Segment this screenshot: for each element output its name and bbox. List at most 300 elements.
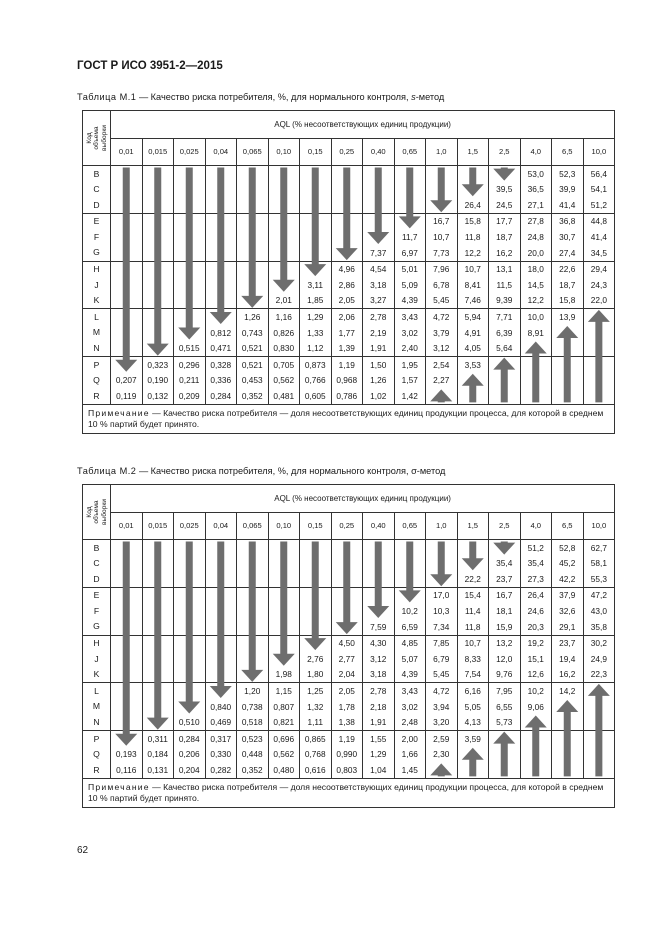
table-cell: 0,696 bbox=[268, 731, 300, 747]
sample-size-code: R bbox=[83, 762, 111, 778]
table-cell: 24,5 bbox=[489, 197, 521, 213]
table-cell bbox=[237, 667, 269, 683]
table-cell bbox=[111, 699, 143, 715]
table-cell bbox=[363, 182, 395, 198]
table-cell bbox=[363, 603, 395, 619]
aql-column-header: 0,10 bbox=[268, 139, 300, 166]
table-cell: 6,78 bbox=[426, 277, 458, 293]
table-cell: 30,2 bbox=[583, 635, 615, 651]
table-m2 bbox=[82, 484, 614, 808]
table-m1 bbox=[82, 110, 614, 434]
table-cell: 10,7 bbox=[426, 229, 458, 245]
sample-size-code: P bbox=[83, 357, 111, 373]
table-cell bbox=[394, 587, 426, 603]
table-cell bbox=[520, 373, 552, 389]
table-cell bbox=[583, 373, 615, 389]
table-cell bbox=[205, 651, 237, 667]
table-row bbox=[83, 715, 615, 731]
table-row bbox=[83, 619, 615, 635]
table-cell: 3,18 bbox=[363, 667, 395, 683]
table-cell: 1,77 bbox=[331, 325, 363, 341]
table-cell bbox=[142, 699, 174, 715]
sample-size-code: K bbox=[83, 667, 111, 683]
table-cell: 2,19 bbox=[363, 325, 395, 341]
table-cell bbox=[174, 619, 206, 635]
table-cell: 17,0 bbox=[426, 587, 458, 603]
aql-column-header: 1,0 bbox=[426, 513, 458, 540]
table-cell bbox=[300, 261, 332, 277]
table-cell bbox=[268, 651, 300, 667]
caption-label: Таблица М.1 bbox=[77, 92, 137, 102]
table-cell bbox=[111, 309, 143, 325]
table-cell: 22,6 bbox=[552, 261, 584, 277]
table-cell bbox=[268, 197, 300, 213]
table-cell bbox=[174, 667, 206, 683]
table-row bbox=[83, 293, 615, 309]
table-cell bbox=[174, 651, 206, 667]
table-cell: 10,7 bbox=[457, 261, 489, 277]
caption-text: — Качество риска потребителя, %, для нормального контроля, bbox=[136, 92, 412, 102]
table-cell bbox=[237, 182, 269, 198]
table-cell: 1,91 bbox=[363, 715, 395, 731]
table-cell: 1,11 bbox=[300, 715, 332, 731]
sample-size-code: H bbox=[83, 261, 111, 277]
table-cell bbox=[111, 166, 143, 182]
table-cell: 27,4 bbox=[552, 245, 584, 261]
table-cell bbox=[237, 229, 269, 245]
table-cell: 15,1 bbox=[520, 651, 552, 667]
table-cell bbox=[300, 166, 332, 182]
table-cell: 35,4 bbox=[520, 556, 552, 572]
table-cell: 3,79 bbox=[426, 325, 458, 341]
table-cell: 1,95 bbox=[394, 357, 426, 373]
table-cell bbox=[142, 229, 174, 245]
aql-column-header: 0,025 bbox=[174, 139, 206, 166]
table-cell bbox=[111, 341, 143, 357]
table-cell bbox=[331, 587, 363, 603]
table-cell bbox=[457, 540, 489, 556]
aql-column-header: 6,5 bbox=[552, 513, 584, 540]
table-cell: 0,605 bbox=[300, 388, 332, 404]
table-cell bbox=[426, 166, 458, 182]
table-cell: 1,80 bbox=[300, 667, 332, 683]
table-cell bbox=[300, 556, 332, 572]
table-cell bbox=[174, 166, 206, 182]
table-cell: 1,25 bbox=[300, 683, 332, 699]
table-row bbox=[83, 651, 615, 667]
table-cell bbox=[205, 293, 237, 309]
table-cell bbox=[457, 556, 489, 572]
sample-size-code: C bbox=[83, 556, 111, 572]
table-cell: 55,3 bbox=[583, 571, 615, 587]
table-cell: 0,768 bbox=[300, 747, 332, 763]
code-header bbox=[83, 111, 111, 166]
table-cell bbox=[300, 245, 332, 261]
table-cell bbox=[268, 166, 300, 182]
table-cell: 58,1 bbox=[583, 556, 615, 572]
table-cell bbox=[111, 293, 143, 309]
table-cell: 23,7 bbox=[489, 571, 521, 587]
table-cell: 24,6 bbox=[520, 603, 552, 619]
sample-size-code: L bbox=[83, 683, 111, 699]
table-cell: 2,00 bbox=[394, 731, 426, 747]
table-cell bbox=[205, 229, 237, 245]
table-cell: 0,562 bbox=[268, 373, 300, 389]
table-cell bbox=[331, 166, 363, 182]
table-cell: 27,3 bbox=[520, 571, 552, 587]
table-cell bbox=[111, 229, 143, 245]
table-cell: 36,8 bbox=[552, 213, 584, 229]
table-cell bbox=[520, 715, 552, 731]
table-cell bbox=[205, 603, 237, 619]
table-cell bbox=[300, 229, 332, 245]
table-cell: 18,1 bbox=[489, 603, 521, 619]
table-cell: 3,12 bbox=[426, 341, 458, 357]
table-cell bbox=[363, 213, 395, 229]
sample-size-code: D bbox=[83, 571, 111, 587]
table-cell: 34,5 bbox=[583, 245, 615, 261]
aql-header: AQL (% несоответствующих единиц продукции) bbox=[111, 485, 615, 513]
table-cell: 0,284 bbox=[174, 731, 206, 747]
table-cell bbox=[457, 747, 489, 763]
table-cell bbox=[489, 762, 521, 778]
table-cell bbox=[174, 309, 206, 325]
sample-size-code: Q bbox=[83, 373, 111, 389]
table-row bbox=[83, 261, 615, 277]
table-cell: 0,469 bbox=[205, 715, 237, 731]
table-cell: 20,3 bbox=[520, 619, 552, 635]
table-cell bbox=[205, 540, 237, 556]
table-cell bbox=[142, 182, 174, 198]
table-cell: 0,323 bbox=[142, 357, 174, 373]
table-cell: 3,11 bbox=[300, 277, 332, 293]
table-cell bbox=[111, 197, 143, 213]
sample-size-code: M bbox=[83, 699, 111, 715]
table-row bbox=[83, 373, 615, 389]
table-cell bbox=[111, 619, 143, 635]
table-cell: 12,0 bbox=[489, 651, 521, 667]
table-cell: 2,77 bbox=[331, 651, 363, 667]
table-cell: 0,481 bbox=[268, 388, 300, 404]
table-row bbox=[83, 229, 615, 245]
aql-column-header: 10,0 bbox=[583, 139, 615, 166]
table-cell: 0,453 bbox=[237, 373, 269, 389]
table-cell bbox=[111, 540, 143, 556]
table-cell: 13,1 bbox=[489, 261, 521, 277]
table-cell bbox=[552, 762, 584, 778]
caption-label: Таблица М.2 bbox=[77, 466, 137, 476]
table-cell bbox=[331, 619, 363, 635]
aql-column-header: 4,0 bbox=[520, 139, 552, 166]
table-cell: 4,13 bbox=[457, 715, 489, 731]
sample-size-code: F bbox=[83, 603, 111, 619]
table-cell: 0,990 bbox=[331, 747, 363, 763]
table-cell bbox=[331, 540, 363, 556]
aql-column-header: 0,25 bbox=[331, 513, 363, 540]
table-cell: 47,2 bbox=[583, 587, 615, 603]
table-cell bbox=[174, 261, 206, 277]
table-cell bbox=[111, 635, 143, 651]
table-cell bbox=[142, 556, 174, 572]
aql-column-header: 0,15 bbox=[300, 139, 332, 166]
table-cell bbox=[268, 229, 300, 245]
table-cell: 39,5 bbox=[489, 182, 521, 198]
sample-size-code: L bbox=[83, 309, 111, 325]
table-cell: 0,116 bbox=[111, 762, 143, 778]
table-cell: 5,07 bbox=[394, 651, 426, 667]
table-cell: 3,43 bbox=[394, 683, 426, 699]
table-row bbox=[83, 667, 615, 683]
table-cell: 16,7 bbox=[426, 213, 458, 229]
table-cell: 3,94 bbox=[426, 699, 458, 715]
table-cell bbox=[142, 309, 174, 325]
table-cell: 15,8 bbox=[552, 293, 584, 309]
table-cell: 3,12 bbox=[363, 651, 395, 667]
table-cell bbox=[142, 293, 174, 309]
table-m2-caption bbox=[77, 466, 445, 476]
table-cell bbox=[111, 667, 143, 683]
table-cell bbox=[205, 667, 237, 683]
table-cell: 1,15 bbox=[268, 683, 300, 699]
sample-size-code: J bbox=[83, 651, 111, 667]
table-cell bbox=[457, 388, 489, 404]
table-cell bbox=[363, 556, 395, 572]
table-cell: 2,30 bbox=[426, 747, 458, 763]
table-cell bbox=[174, 325, 206, 341]
table-cell: 0,743 bbox=[237, 325, 269, 341]
table-cell: 7,96 bbox=[426, 261, 458, 277]
aql-column-header: 4,0 bbox=[520, 513, 552, 540]
table-cell bbox=[300, 587, 332, 603]
table-cell: 10,2 bbox=[394, 603, 426, 619]
table-cell bbox=[142, 587, 174, 603]
table-cell: 0,616 bbox=[300, 762, 332, 778]
table-cell bbox=[205, 571, 237, 587]
table-cell bbox=[268, 261, 300, 277]
table-cell: 12,2 bbox=[457, 245, 489, 261]
table-cell: 7,54 bbox=[457, 667, 489, 683]
table-cell: 1,78 bbox=[331, 699, 363, 715]
aql-column-header: 2,5 bbox=[489, 139, 521, 166]
table-cell bbox=[552, 357, 584, 373]
table-cell: 7,34 bbox=[426, 619, 458, 635]
sample-size-code: H bbox=[83, 635, 111, 651]
table-cell: 14,5 bbox=[520, 277, 552, 293]
sample-size-code: P bbox=[83, 731, 111, 747]
table-cell: 2,48 bbox=[394, 715, 426, 731]
table-cell bbox=[583, 388, 615, 404]
table-cell bbox=[300, 197, 332, 213]
table-cell: 51,2 bbox=[520, 540, 552, 556]
sample-size-code: E bbox=[83, 587, 111, 603]
table-cell bbox=[394, 571, 426, 587]
table-cell bbox=[237, 587, 269, 603]
table-note bbox=[83, 778, 615, 807]
table-cell bbox=[394, 182, 426, 198]
table-cell: 16,2 bbox=[552, 667, 584, 683]
table-cell bbox=[583, 699, 615, 715]
table-cell: 22,2 bbox=[457, 571, 489, 587]
table-cell bbox=[583, 731, 615, 747]
table-cell: 6,55 bbox=[489, 699, 521, 715]
table-cell: 8,33 bbox=[457, 651, 489, 667]
table-cell bbox=[426, 762, 458, 778]
table-cell: 0,211 bbox=[174, 373, 206, 389]
table-cell bbox=[300, 213, 332, 229]
table-cell: 3,20 bbox=[426, 715, 458, 731]
aql-column-header: 0,015 bbox=[142, 139, 174, 166]
table-cell: 0,193 bbox=[111, 747, 143, 763]
aql-column-header: 0,01 bbox=[111, 139, 143, 166]
table-cell: 2,01 bbox=[268, 293, 300, 309]
table-cell bbox=[174, 683, 206, 699]
table-cell: 5,05 bbox=[457, 699, 489, 715]
caption-italic: s bbox=[411, 92, 416, 102]
table-cell: 7,59 bbox=[363, 619, 395, 635]
table-cell: 0,190 bbox=[142, 373, 174, 389]
table-cell bbox=[142, 213, 174, 229]
table-cell: 0,471 bbox=[205, 341, 237, 357]
table-cell bbox=[142, 277, 174, 293]
aql-column-header: 1,0 bbox=[426, 139, 458, 166]
table-cell: 4,96 bbox=[331, 261, 363, 277]
table-cell: 6,39 bbox=[489, 325, 521, 341]
table-m1-caption bbox=[77, 92, 444, 102]
table-cell: 0,766 bbox=[300, 373, 332, 389]
table-cell: 0,826 bbox=[268, 325, 300, 341]
table-cell: 4,91 bbox=[457, 325, 489, 341]
aql-column-header: 0,40 bbox=[363, 139, 395, 166]
table-cell bbox=[363, 229, 395, 245]
table-cell: 0,840 bbox=[205, 699, 237, 715]
table-cell: 0,786 bbox=[331, 388, 363, 404]
table-cell bbox=[142, 651, 174, 667]
table-cell: 1,16 bbox=[268, 309, 300, 325]
table-cell: 0,448 bbox=[237, 747, 269, 763]
table-cell: 35,8 bbox=[583, 619, 615, 635]
sample-size-code: Q bbox=[83, 747, 111, 763]
table-cell: 0,206 bbox=[174, 747, 206, 763]
table-cell: 9,76 bbox=[489, 667, 521, 683]
table-cell bbox=[142, 540, 174, 556]
table-cell bbox=[111, 556, 143, 572]
table-row bbox=[83, 699, 615, 715]
aql-column-header: 0,25 bbox=[331, 139, 363, 166]
table-cell: 3,59 bbox=[457, 731, 489, 747]
table-cell: 10,7 bbox=[457, 635, 489, 651]
aql-column-header: 0,015 bbox=[142, 513, 174, 540]
table-cell bbox=[237, 603, 269, 619]
table-cell: 15,4 bbox=[457, 587, 489, 603]
table-cell: 24,8 bbox=[520, 229, 552, 245]
table-cell bbox=[111, 571, 143, 587]
table-cell bbox=[174, 277, 206, 293]
table-cell: 26,4 bbox=[520, 587, 552, 603]
code-header-word: Код bbox=[85, 506, 93, 518]
table-row bbox=[83, 197, 615, 213]
code-header bbox=[83, 485, 111, 540]
table-cell bbox=[300, 603, 332, 619]
aql-column-header: 6,5 bbox=[552, 139, 584, 166]
table-cell bbox=[142, 325, 174, 341]
table-cell bbox=[583, 762, 615, 778]
aql-column-header: 0,065 bbox=[237, 139, 269, 166]
table-cell: 9,06 bbox=[520, 699, 552, 715]
table-cell: 11,8 bbox=[457, 619, 489, 635]
table-cell bbox=[111, 715, 143, 731]
table-cell: 2,18 bbox=[363, 699, 395, 715]
table-cell: 5,73 bbox=[489, 715, 521, 731]
table-row bbox=[83, 357, 615, 373]
table-cell bbox=[268, 540, 300, 556]
table-cell: 0,184 bbox=[142, 747, 174, 763]
aql-column-header: 1,5 bbox=[457, 139, 489, 166]
table-cell: 2,76 bbox=[300, 651, 332, 667]
table-cell: 1,29 bbox=[300, 309, 332, 325]
table-cell: 5,94 bbox=[457, 309, 489, 325]
table-row bbox=[83, 635, 615, 651]
table-cell bbox=[268, 213, 300, 229]
code-header-word: объема bbox=[92, 126, 100, 150]
table-cell bbox=[142, 261, 174, 277]
table-cell bbox=[583, 747, 615, 763]
table-cell bbox=[331, 571, 363, 587]
table-cell: 10,0 bbox=[520, 309, 552, 325]
table-cell: 1,02 bbox=[363, 388, 395, 404]
table-cell: 6,59 bbox=[394, 619, 426, 635]
aql-column-header: 1,5 bbox=[457, 513, 489, 540]
table-cell bbox=[237, 635, 269, 651]
table-cell bbox=[237, 277, 269, 293]
table-cell: 53,0 bbox=[520, 166, 552, 182]
table-cell bbox=[111, 182, 143, 198]
table-cell bbox=[268, 619, 300, 635]
table-cell: 52,8 bbox=[552, 540, 584, 556]
caption-text-end: -метод bbox=[415, 92, 445, 102]
table-cell bbox=[237, 245, 269, 261]
caption-text: — Качество риска потребителя, %, для нормального контроля, σ-метод bbox=[136, 466, 446, 476]
table-cell bbox=[520, 762, 552, 778]
table-cell bbox=[363, 166, 395, 182]
table-cell: 2,86 bbox=[331, 277, 363, 293]
table-cell bbox=[331, 603, 363, 619]
table-cell bbox=[583, 341, 615, 357]
table-cell: 6,79 bbox=[426, 651, 458, 667]
sample-size-code: K bbox=[83, 293, 111, 309]
table-cell bbox=[552, 388, 584, 404]
table-cell bbox=[331, 197, 363, 213]
table-cell: 26,4 bbox=[457, 197, 489, 213]
table-cell bbox=[300, 540, 332, 556]
table-cell: 18,0 bbox=[520, 261, 552, 277]
table-cell bbox=[142, 619, 174, 635]
table-cell: 1,38 bbox=[331, 715, 363, 731]
table-cell: 1,33 bbox=[300, 325, 332, 341]
table-cell: 4,85 bbox=[394, 635, 426, 651]
table-cell: 22,0 bbox=[583, 293, 615, 309]
table-cell: 2,05 bbox=[331, 293, 363, 309]
table-cell: 16,2 bbox=[489, 245, 521, 261]
table-cell: 11,8 bbox=[457, 229, 489, 245]
table-row bbox=[83, 762, 615, 778]
aql-column-header: 10,0 bbox=[583, 513, 615, 540]
table-cell: 0,510 bbox=[174, 715, 206, 731]
table-cell: 1,29 bbox=[363, 747, 395, 763]
table-cell: 8,41 bbox=[457, 277, 489, 293]
table-cell bbox=[457, 182, 489, 198]
table-cell bbox=[300, 619, 332, 635]
table-cell: 35,4 bbox=[489, 556, 521, 572]
